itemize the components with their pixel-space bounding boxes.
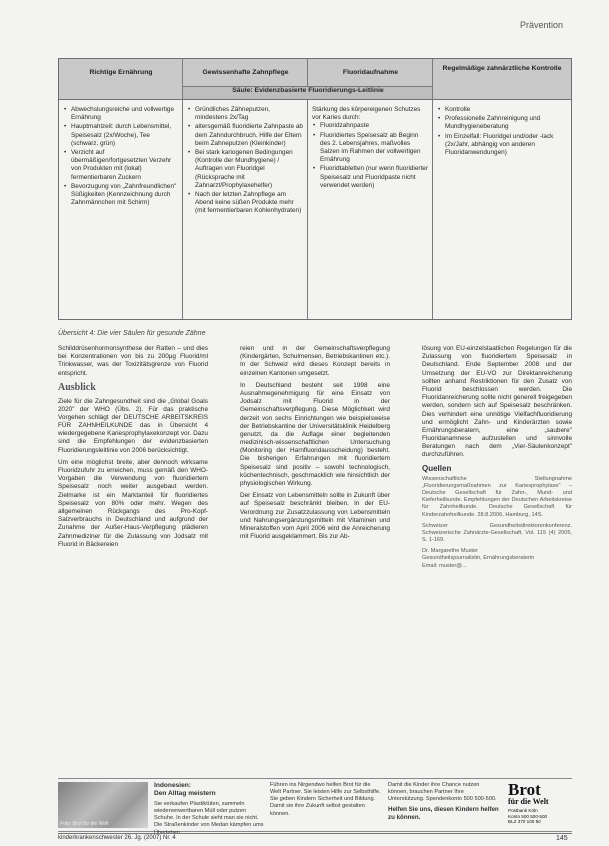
list-item: • Nach der letzten Zahnpflege am Abend keine süßen Produkte mehr (mit fermentierbaren Kohlenhydraten): [195, 191, 303, 216]
photo-credit: Foto: Brot für die Welt: [60, 820, 109, 827]
source-entry: Schweizer Gesundheitsdirektorenkonferenz. Schweizerische Zahnärzte-Gesellschaft. Vol. 115 (4) 2005, S. 1-169.: [422, 522, 572, 544]
list-item: • Im Einzelfall: Fluoridgel und/oder -lack (2x/Jahr, abhängig von anderen Fluoridanwendungen): [445, 133, 565, 158]
ad-headline: Indonesien: Den Alltag meistern: [154, 782, 216, 798]
ad-photo: [58, 782, 148, 828]
list-item: • Kontrolle: [445, 106, 565, 114]
column-divider: [432, 59, 433, 319]
column-divider: [182, 59, 183, 319]
table-subheader: Säule: Evidenzbasierte Fluoridierungs-Leitlinie: [183, 86, 433, 99]
paragraph: Schilddrüsenhormonsynthese der Ratten – und dies bei Konzentrationen von bis zu 200µg Fluorid/ml Trinkwasser, was der Toxizitätsgrenze von Fluorid entspricht.: [58, 345, 208, 377]
list-item: • Fluoridtabletten (nur wenn fluoridierter Speisesalz und Fluoridpaste nicht verwendet werden): [320, 165, 428, 190]
list-item: • Gründliches Zähneputzen, mindestens 2x/Tag: [195, 106, 303, 122]
paragraph: Um eine möglichst breite, aber dennoch wirksame Fluoridzufuhr zu erreichen, muss gemäß den WHO-Vorgaben die Verwendung von fluoridiertem Speisesalz noch weiter ausgebaut werden. Zielmarke ist ein Marktanteil für fluoridiertes Speisesalz von 80% oder mehr. Wegen des allgemeinen Rückgangs des Pro-Kopf-Salzverbrauchs in Deutschland und aufgrund der Zunahme der Außer-Haus-Verpflegung plädieren Zahnmediziner für die Zulassung von Jodsalz mit Fluorid in Bäckereien: [58, 458, 208, 548]
list-item: • Verzicht auf übermäßigen/fortgesetzten Verzehr von Produkten mit (lokal) fermentierbaren Zuckern: [71, 149, 178, 182]
section-label: Prävention: [520, 20, 564, 30]
list-item: • Bevorzugung von „Zahnfreundlichen" Süßigkeiten (Kennzeichnung durch Zahnmännchen mit Schirm): [71, 183, 178, 208]
list-item: • Fluoridzahnpaste: [320, 122, 428, 130]
ad-body-text: Sie verkaufen Plastiktüten, sammeln wiederverwertbaren Müll oder putzen Schuhe. In der Schule sieht man sie nicht. Die Straßenkinder von Medan kämpfen ums Überleben.: [154, 800, 264, 836]
paragraph: reien und in der Gemeinschaftsverpflegung (Kindergärten, Schulmensen, Betriebskantinen etc.). In der Schweiz wird dieses Konzept bereits in einzelnen Kantonen umgesetzt.: [240, 345, 390, 377]
paragraph: lösung von EU-einzelstaatlichen Regelungen für die Zulassung von fluoridiertem Speisesalz in Deutschland. Ende September 2008 und der Umsetzung der EU-VO zur Direktanreicherung sollten anhand Restriktionen für den Zusatz von Fluorid beschlossen werden. Die Fluoridanreicherung sollte nicht generell freigegeben werden, sondern sich auf Speisesalz beschränken. Dies verhindert eine unnötige Vielfachfluoridierung und ermöglicht Zahn- und Kinderärzten sowie Ernährungsberatern, eine „saubere" Fluoridanamnese aufzustellen und sinnvolle Beratungen nach dem „Vier-Säulenkonzept" durchzuführen.: [422, 345, 572, 459]
text-column-1: [58, 345, 208, 553]
brand-name: Brot: [508, 780, 541, 799]
column-divider: [307, 59, 308, 86]
list-item: • Professionelle Zahnreinigung und Mundhygieneberatung: [445, 115, 565, 131]
source-entry: Wissenschaftliche Stellungnahme „Fluoridierungsmaßnahmen zur Kariesprophylaxe" – Deutsche Gesellschaft für Zahn-, Mund- und Kieferheilkunde. Empfehlungen der Deutschen Arbeitskreise für Zahnheilkunde. Deutsche Gesellschaft für Kinderzahnheilkunde. 28.8.2006, Hamburg, 14S.: [422, 475, 572, 518]
header-dental-care: Gewissenhafte Zahnpflege: [202, 69, 289, 76]
column-fluoride: [312, 106, 428, 191]
paragraph: In Deutschland besteht seit 1998 eine Ausnahmegenehmigung für eine Einsatz von Jodsalz mit Fluorid in der Gemeinschaftsverpflegung. Diese Möglichkeit wird derzeit von sechs Einrichtungen wie beispielsweise der Betriebskantine der Universitätsklinik Heidelberg genutzt, da die Auflage einer begleitenden medizinisch-wissenschaftlichen Untersuchung (Monitoring der Harnfluoridausscheidung) besteht. Die bisherigen Erfahrungen mit fluoridiertem Speisesalz sind positiv – sowohl technologisch, küchentechnisch, geschmacklich wie hinsichtlich der physiologischen Wirkung.: [240, 381, 390, 487]
overview-table: [58, 58, 572, 320]
sources-heading: Quellen: [422, 463, 452, 473]
paragraph: Ziele für die Zahngesundheit sind die „Global Goals 2020" der WHO (Übs. 2). Für das praktische Vorgehen schlägt der DEUTSCHE ARBEITSKREIS FÜR ZAHNHEILKUNDE das in Übersicht 4 wiedergegebene Kariesprophylaxekonzept vor. Dazu sind die Empfehlungen der evidenzbasierten Fluoridierungsleitlinie von 2006 berücksichtigt.: [58, 397, 208, 454]
text-column-3: [422, 345, 572, 574]
ad-body-text: Damit die Kinder ihre Chance nutzen können, brauchen Partner Ihre Unterstützung. Spendenkonto 500 500-500.: [388, 782, 497, 803]
column-nutrition: [63, 106, 178, 208]
journal-footer: kinderkrankenschwester 26. Jg. (2007) Nr. 4: [58, 835, 176, 841]
fluoride-intro: Stärkung des körpereigenen Schutzes vor Karies durch:: [312, 106, 421, 122]
footer-divider: [58, 833, 572, 834]
donation-account: Postbank Köln Konto 500 500-500 BLZ 370 100 50: [508, 808, 548, 824]
text-column-2: [240, 345, 390, 545]
paragraph: Der Einsatz von Lebensmitteln sollte in Zukunft über auf Speisesalz beschränkt bleiben. In der EU-Verordnung zur Zusatzzulassung von Lebensmitteln und Nahrungsergänzungsmitteln mit Vitaminen und Mineralstoffen vom April 2006 wird die Anreicherung mit Fluorid ausgeklammert. Bis zur Ab-: [240, 492, 390, 541]
list-item: • Fluoridiertes Speisesalz ab Beginn des 2. Lebensjahres, maßvolles Salzen im Rahmen der vollwertigen Ernährung: [320, 132, 428, 165]
page-number: 145: [556, 835, 568, 842]
ad-column-3: [388, 782, 500, 822]
ad-call-to-action: Helfen Sie uns, diesen Kindern helfen zu können.: [388, 806, 499, 822]
column-dental-care: [187, 106, 303, 216]
ad-column-1: [154, 782, 264, 837]
list-item: • Hauptmahlzeit: durch Lebensmittel, Speisesalz (2x/Woche), Tee (schwarz, grün): [71, 123, 178, 148]
header-nutrition: Richtige Ernährung: [89, 69, 153, 76]
author-info: Dr. Margarethe Muster Gesundheitsjournalistin, Ernährungsberaterin Email: muster@...: [422, 548, 535, 569]
brand-subtitle: für die Welt: [508, 797, 549, 806]
ad-column-2: Führen ins Nirgendwo helfen Brot für die Welt Partner. Sie leisten Hilfe zur Selbsthilfe. Sie geben Kindern Sicherheit und Bildung. Damit sie ihre Zukunft selbst gestalten können.: [270, 782, 381, 817]
charity-ad: [58, 778, 572, 836]
list-item: • Abwechslungsreiche und vollwertige Ernährung: [71, 106, 178, 122]
table-header: [59, 59, 571, 100]
table-caption: Übersicht 4: Die vier Säulen für gesunde Zähne: [58, 330, 206, 337]
header-checkup: Regelmäßige zahnärztliche Kontrolle: [442, 65, 562, 72]
section-heading: Ausblick: [58, 381, 96, 393]
column-divider: [307, 99, 308, 319]
list-item: • altersgemäß fluoridierte Zahnpaste ab dem Zahndurchbruch. Hilfe der Eltern beim Zahneputzen (Kleinkinder): [195, 123, 303, 148]
brot-fuer-die-welt-logo: [508, 781, 572, 829]
header-fluoride: Fluoridaufnahme: [342, 69, 399, 76]
column-checkup: [437, 106, 565, 158]
list-item: • Bei stark kariogenen Bedingungen (Kontrolle der Mundhygiene) / Auftragen von Fluoridgel (Rücksprache mit Zahnarzt/Prophylaxehelfer): [195, 149, 303, 190]
